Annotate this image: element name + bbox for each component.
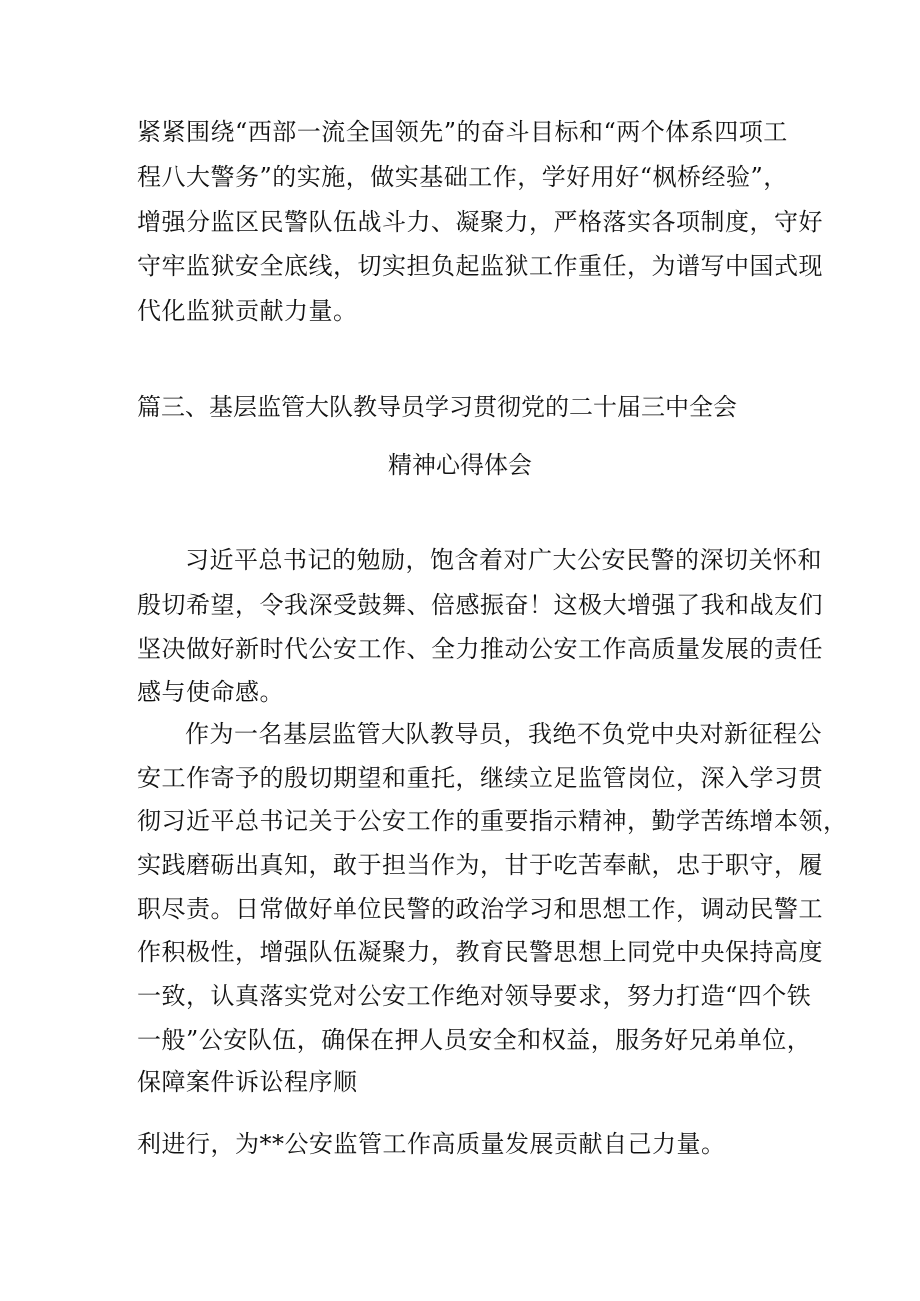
paragraph-2-line: 实践磨砺出真知，敢于担当作为，甘于吃苦奉献，忠于职守，履	[137, 851, 823, 879]
paragraph-1-line: 殷切希望，令我深受鼓舞、倍感振奋！这极大增强了我和战友们	[137, 591, 823, 619]
paragraph-2-line: 安工作寄予的殷切期望和重托，继续立足监管岗位，深入学习贯	[137, 764, 823, 792]
paragraph-2-line: 作为一名基层监管大队教导员，我绝不负党中央对新征程公	[185, 720, 822, 748]
paragraph-2-line: 一般”公安队伍，确保在押人员安全和权益，服务好兄弟单位，	[137, 1026, 812, 1054]
intro-paragraph-line: 程八大警务”的实施，做实基础工作，学好用好“枫桥经验”，	[137, 163, 788, 191]
section-heading-line-1: 篇三、基层监管大队教导员学习贯彻党的二十届三中全会	[137, 393, 737, 421]
paragraph-2-line: 一致，认真落实党对公安工作绝对领导要求，努力打造“四个铁	[137, 982, 812, 1010]
paragraph-1-line: 习近平总书记的勉励，饱含着对广大公安民警的深切关怀和	[185, 546, 822, 574]
paragraph-2-line: 保障案件诉讼程序顺	[137, 1068, 358, 1096]
intro-paragraph-line: 增强分监区民警队伍战斗力、凝聚力，严格落实各项制度，守好	[137, 208, 823, 236]
intro-paragraph-line: 守牢监狱安全底线，切实担负起监狱工作重任，为谱写中国式现	[137, 252, 823, 280]
section-heading-line-2: 精神心得体会	[388, 451, 532, 479]
paragraph-2-continued-line: 利进行，为**公安监管工作高质量发展贡献自己力量。	[137, 1130, 726, 1158]
paragraph-1-line: 感与使命感。	[137, 678, 284, 706]
paragraph-1-line: 坚决做好新时代公安工作、全力推动公安工作高质量发展的责任	[137, 635, 823, 663]
paragraph-2-line: 职尽责。日常做好单位民警的政治学习和思想工作，调动民警工	[137, 895, 823, 923]
paragraph-2-line: 彻习近平总书记关于公安工作的重要指示精神，勤学苦练增本领，	[137, 807, 848, 835]
intro-paragraph-line: 紧紧围绕“西部一流全国领先”的奋斗目标和“两个体系四项工	[137, 118, 788, 146]
paragraph-2-line: 作积极性，增强队伍凝聚力，教育民警思想上同党中央保持高度	[137, 938, 823, 966]
intro-paragraph-line: 代化监狱贡献力量。	[137, 297, 358, 325]
